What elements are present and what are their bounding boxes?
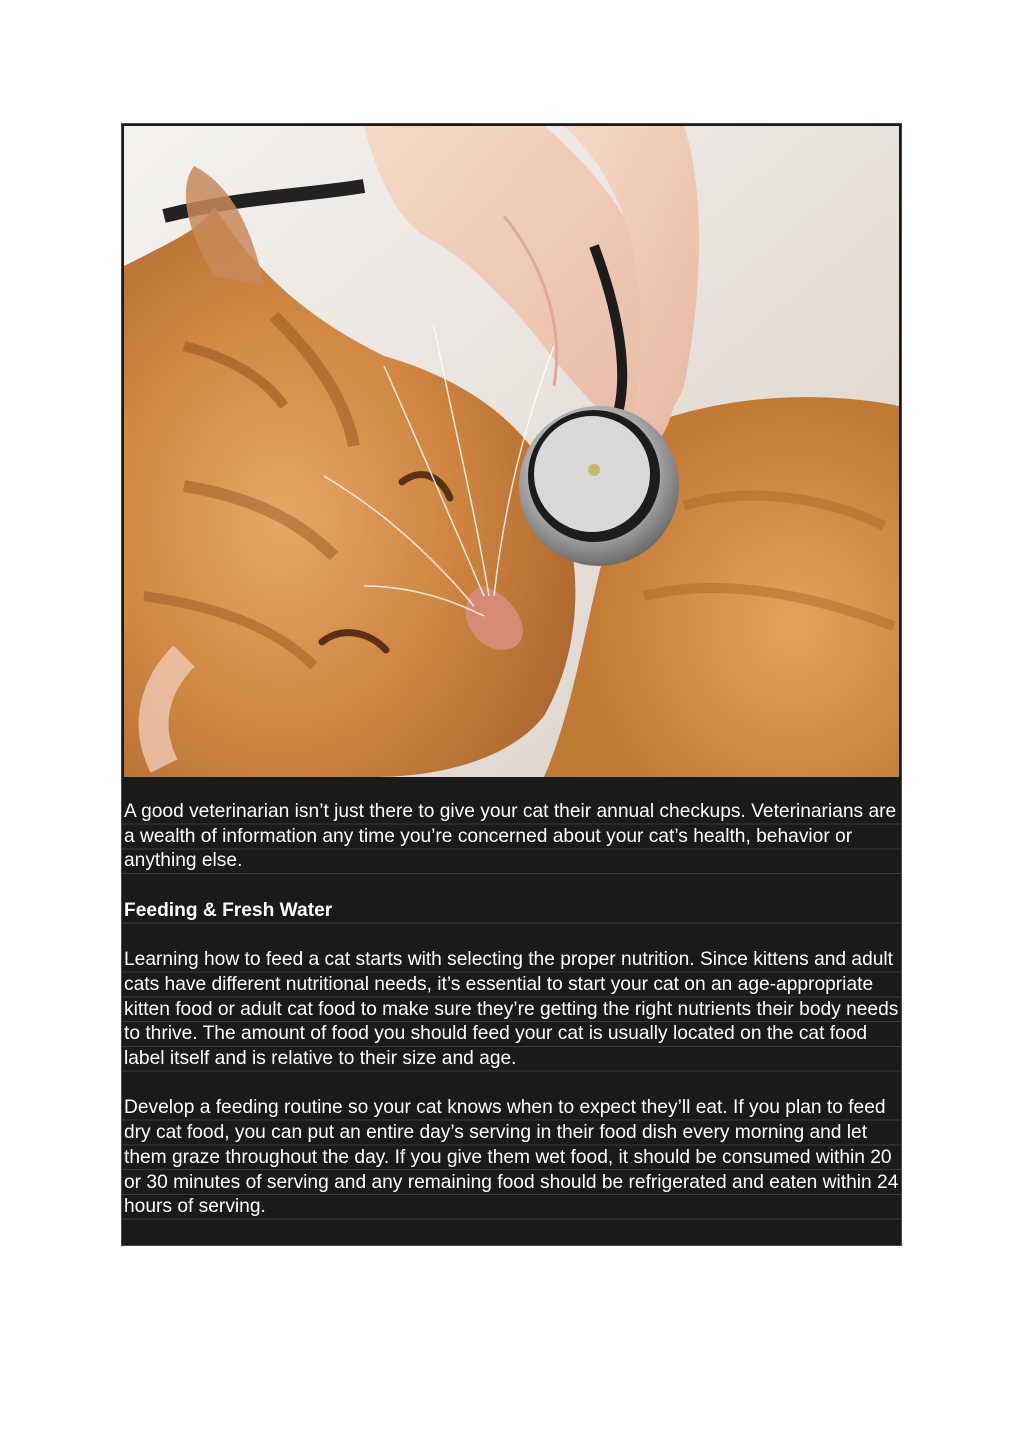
intro-paragraph: A good veterinarian isn’t just there to give your cat their annual checkups. Veterinarians are a wealth of information any time you’re concerned about your cat’s health, behavior or anything else.: [122, 800, 901, 874]
cat-vet-illustration: [124, 126, 899, 777]
feeding-paragraph-2: Develop a feeding routine so your cat knows when to expect they’ll eat. If you plan to feed dry cat food, you can put an entire day’s serving in their food dish every morning and let them graze throughout the day. If you give them wet food, it should be consumed within 20 or 30 minutes of serving and any remaining food should be refrigerated and eaten within 24 hours of serving.: [122, 1096, 901, 1220]
content-panel: [121, 123, 902, 1246]
section-heading: Feeding & Fresh Water: [122, 899, 901, 924]
article-text: [122, 800, 901, 1245]
feeding-paragraph-1: Learning how to feed a cat starts with selecting the proper nutrition. Since kittens and adult cats have different nutritional needs, it’s essential to start your cat on an age-appropriate kitten food or adult cat food to make sure they’re getting the right nutrients their body needs to thrive. The amount of food you should feed your cat is usually located on the cat food label itself and is relative to their size and age.: [122, 948, 901, 1072]
cat-vet-photo: [124, 126, 899, 777]
